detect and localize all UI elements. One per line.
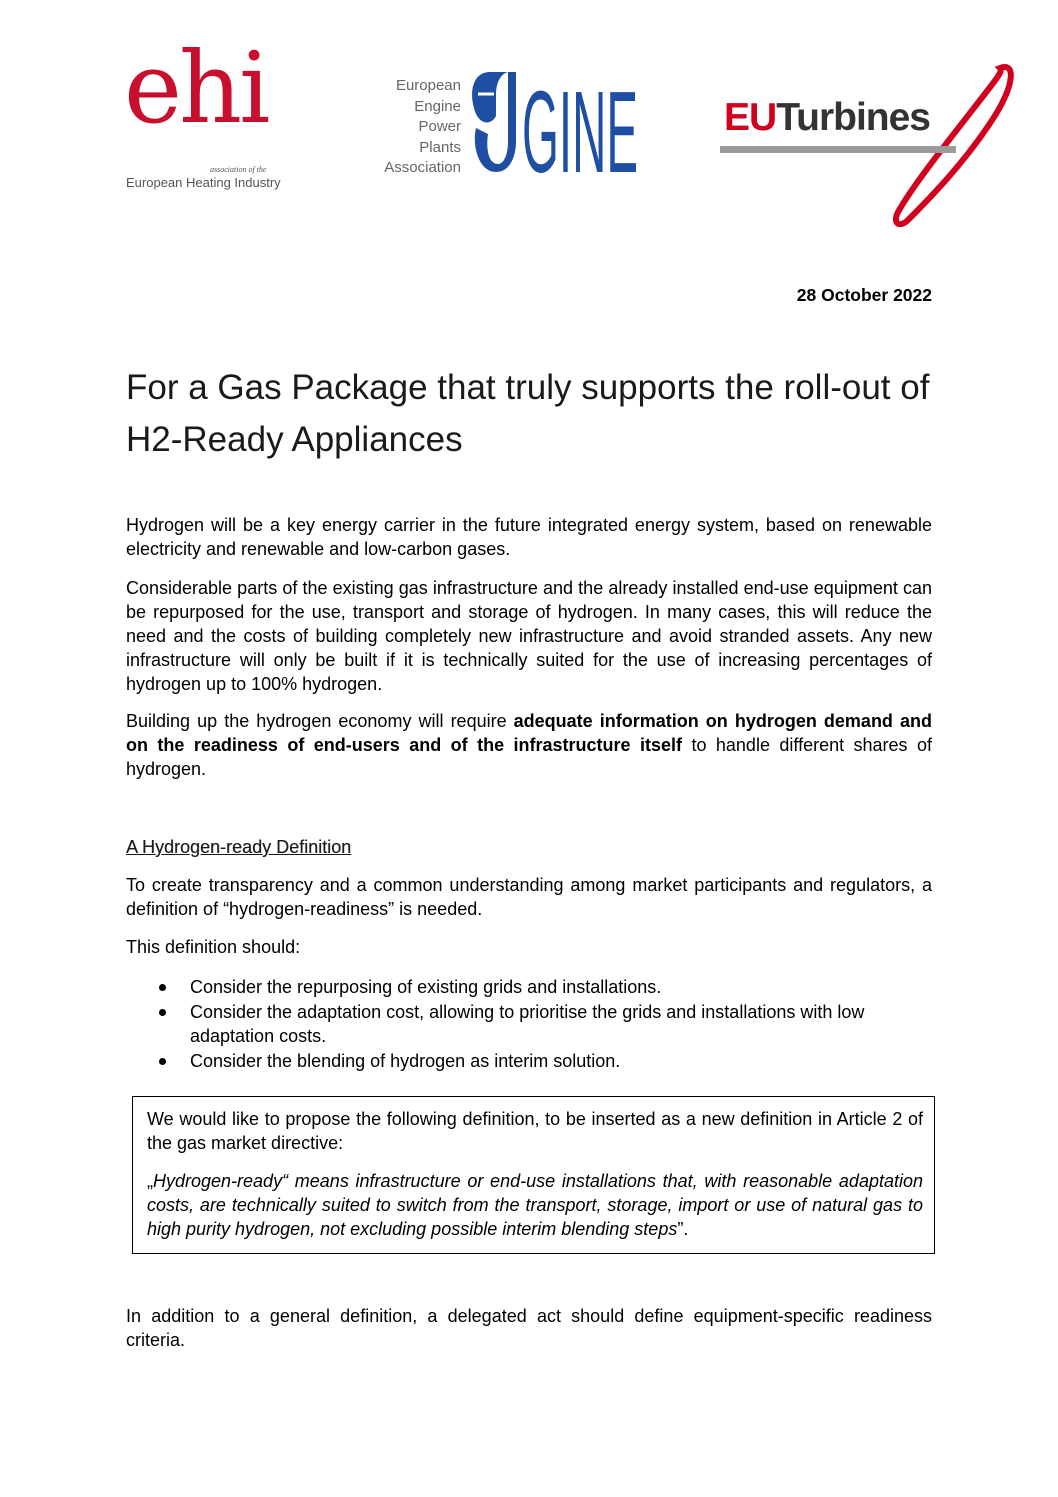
definition-proposal-box <box>132 1096 935 1254</box>
section-heading: A Hydrogen-ready Definition <box>126 837 352 857</box>
intro-paragraph-3-end: to handle different shares of hydrogen. <box>126 735 933 779</box>
definition-criteria-list <box>126 975 932 1074</box>
list-item <box>126 975 932 999</box>
eugine-line: Association <box>384 159 461 176</box>
section-paragraph-2: This definition should: <box>126 937 301 957</box>
intro-paragraph-3-start: Building up the hydrogen economy will require <box>126 711 514 731</box>
euturbines-wordmark-eu: EU <box>724 96 777 139</box>
ehi-logo <box>124 32 294 192</box>
ehi-tagline: association of the <box>210 165 267 174</box>
ehi-caption: European Heating Industry <box>126 175 281 190</box>
intro-paragraph-1: Hydrogen will be a key energy carrier in the future integrated energy system, based on renewable electricity and renewable and low-carbon gases. <box>126 515 932 559</box>
closing-paragraph: In addition to a general definition, a delegated act should define equipment-specific readiness criteria. <box>126 1306 932 1350</box>
svg-text:GINE: GINE <box>522 67 638 179</box>
eugine-wordmark <box>470 64 638 179</box>
proposed-definition <box>147 1169 923 1241</box>
eugine-logo <box>376 64 638 179</box>
list-item <box>126 1000 932 1048</box>
euturbines-underline <box>720 146 956 153</box>
intro-paragraph-3 <box>126 709 932 781</box>
eugine-line: European <box>395 77 461 94</box>
section-paragraph-1: To create transparency and a common understanding among market participants and regulators, a definition of “hydrogen-readiness” is needed. <box>126 875 932 919</box>
euturbines-logo <box>716 62 1016 227</box>
list-item-text: Consider the repurposing of existing grids and installations. <box>190 977 662 997</box>
proposal-intro: We would like to propose the following definition, to be inserted as a new definition in Article 2 of the gas market directive: <box>147 1109 923 1153</box>
document-date: 28 October 2022 <box>796 285 932 305</box>
list-item <box>126 1049 932 1073</box>
intro-paragraph-2: Considerable parts of the existing gas infrastructure and the already installed end-use equipment can be repurposed for the use, transport and storage of hydrogen. In many cases, this will reduce the need and the costs of building completely new infrastructure and avoid stranded assets. Any new infrastructure will only be built if it is technically suited for the use of increasing percentages of hydrogen up to 100% hydrogen. <box>126 578 932 694</box>
definition-text: Hydrogen-ready“ means infrastructure or end-use installations that, with reasonable adaptation costs, are technically suited to switch from the transport, storage, import or use of natural gas to high purity hydrogen, not excluding possible interim blending steps <box>147 1171 923 1239</box>
list-item-text: Consider the blending of hydrogen as interim solution. <box>190 1051 621 1071</box>
eugine-line: Power <box>418 118 461 135</box>
list-item-text: Consider the adaptation cost, allowing to prioritise the grids and installations with low adaptation costs. <box>190 1002 865 1046</box>
logo-row <box>0 0 1058 240</box>
page-title: For a Gas Package that truly supports the roll-out of H2-Ready Appliances <box>126 368 930 459</box>
euturbines-swoosh-icon <box>716 62 1016 227</box>
eugine-line: Engine <box>414 97 461 115</box>
bullet-icon <box>159 1009 166 1016</box>
euturbines-wordmark-rest: Turbines <box>776 96 930 139</box>
bullet-icon <box>159 984 166 991</box>
eugine-association-name <box>384 76 461 179</box>
eugine-line: Plants <box>419 138 461 156</box>
opening-quote: „ <box>147 1171 153 1191</box>
ehi-wordmark: ehi <box>124 32 268 146</box>
intro-paragraph-3-emphasis: adequate information on hydrogen demand and on the readiness of end-users and of the infrastructure itself <box>126 711 932 755</box>
euturbines-wordmark <box>724 98 930 137</box>
closing-quote: ”. <box>677 1219 689 1239</box>
bullet-icon <box>159 1058 166 1065</box>
